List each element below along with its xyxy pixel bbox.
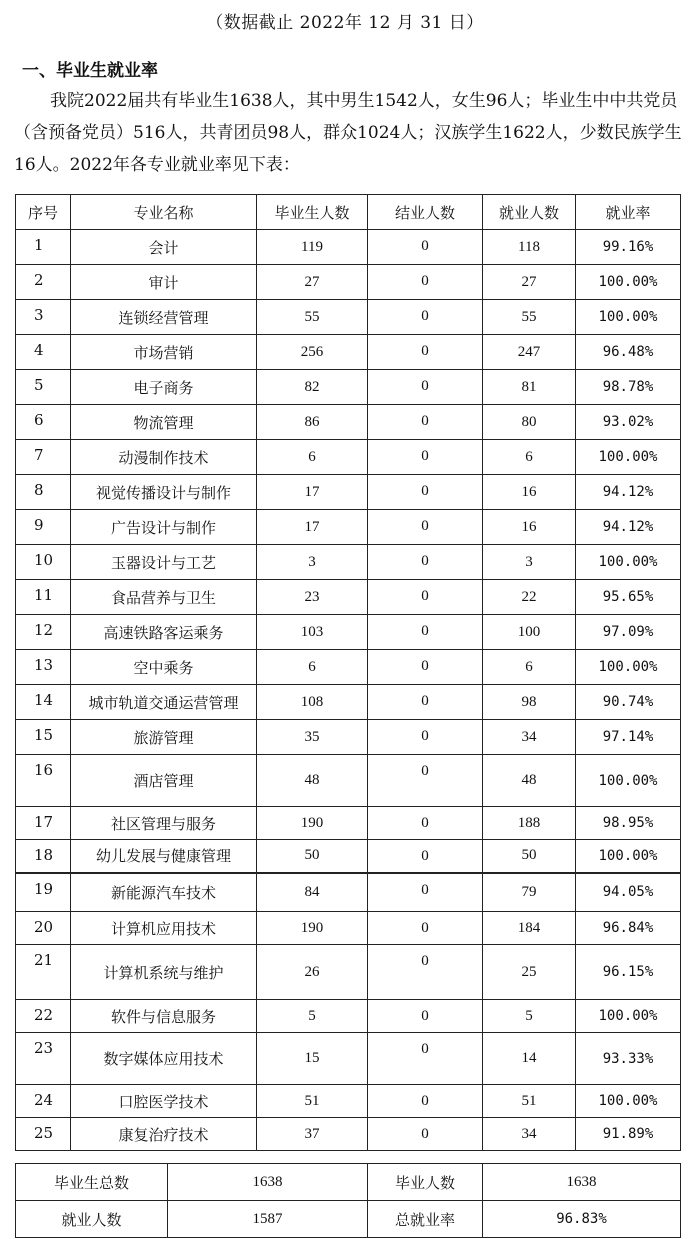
- header-index: 序号: [16, 195, 71, 230]
- graduate-count: 3: [257, 545, 368, 580]
- header-graduates: 毕业生人数: [257, 195, 368, 230]
- completion-count: 0: [368, 475, 483, 510]
- graduation-count-label: 毕业人数: [368, 1164, 483, 1201]
- employment-rate: 100.00%: [576, 545, 681, 580]
- major-name: 新能源汽车技术: [71, 873, 257, 912]
- completion-count: 0: [368, 912, 483, 945]
- major-name: 动漫制作技术: [71, 440, 257, 475]
- major-name: 计算机应用技术: [71, 912, 257, 945]
- major-name: 视觉传播设计与制作: [71, 475, 257, 510]
- employment-rate: 100.00%: [576, 1085, 681, 1118]
- graduate-count: 84: [257, 873, 368, 912]
- completion-count: 0: [368, 440, 483, 475]
- major-name: 物流管理: [71, 405, 257, 440]
- table-row: [16, 1000, 681, 1033]
- completion-count: 0: [368, 580, 483, 615]
- employment-rate: 96.84%: [576, 912, 681, 945]
- table-row: [16, 685, 681, 720]
- row-index: 4: [16, 335, 71, 370]
- table-row: [16, 1085, 681, 1118]
- total-graduates-value: 1638: [168, 1164, 368, 1201]
- employed-count: 98: [483, 685, 576, 720]
- major-name: 食品营养与卫生: [71, 580, 257, 615]
- row-index: 6: [16, 405, 71, 440]
- completion-count: 0: [368, 1000, 483, 1033]
- completion-count: 0: [368, 615, 483, 650]
- employed-count-label: 就业人数: [16, 1201, 168, 1238]
- employment-rate: 100.00%: [576, 755, 681, 807]
- table-row: [16, 580, 681, 615]
- employed-count: 48: [483, 755, 576, 807]
- table-row: [16, 873, 681, 912]
- major-name: 计算机系统与维护: [71, 945, 257, 1000]
- employed-count: 118: [483, 230, 576, 265]
- employment-table: [15, 194, 681, 1151]
- employed-count: 81: [483, 370, 576, 405]
- graduate-count: 37: [257, 1118, 368, 1151]
- employment-rate: 94.12%: [576, 510, 681, 545]
- table-row: [16, 230, 681, 265]
- completion-count: 0: [368, 335, 483, 370]
- major-name: 市场营销: [71, 335, 257, 370]
- table-row: [16, 912, 681, 945]
- header-major: 专业名称: [71, 195, 257, 230]
- table-row: [16, 475, 681, 510]
- major-name: 空中乘务: [71, 650, 257, 685]
- employed-count: 22: [483, 580, 576, 615]
- summary-row-employment: [16, 1201, 681, 1238]
- graduate-count: 256: [257, 335, 368, 370]
- graduate-count: 35: [257, 720, 368, 755]
- row-index: 1: [16, 230, 71, 265]
- employment-rate: 97.14%: [576, 720, 681, 755]
- row-index: 25: [16, 1118, 71, 1151]
- employed-count: 16: [483, 475, 576, 510]
- employment-rate: 98.78%: [576, 370, 681, 405]
- graduate-count: 55: [257, 300, 368, 335]
- row-index: 16: [16, 755, 71, 807]
- table-row: [16, 405, 681, 440]
- employment-rate: 93.02%: [576, 405, 681, 440]
- table-row: [16, 945, 681, 1000]
- graduate-count: 6: [257, 440, 368, 475]
- employment-rate: 96.15%: [576, 945, 681, 1000]
- completion-count: 0: [368, 1085, 483, 1118]
- employed-count: 3: [483, 545, 576, 580]
- completion-count: 0: [368, 755, 483, 807]
- completion-count: 0: [368, 300, 483, 335]
- row-index: 11: [16, 580, 71, 615]
- row-index: 2: [16, 265, 71, 300]
- table-header-row: [16, 195, 681, 230]
- major-name: 酒店管理: [71, 755, 257, 807]
- completion-count: 0: [368, 405, 483, 440]
- table-row: [16, 840, 681, 873]
- employment-rate: 100.00%: [576, 1000, 681, 1033]
- table-row: [16, 807, 681, 840]
- graduate-count: 86: [257, 405, 368, 440]
- header-employed: 就业人数: [483, 195, 576, 230]
- graduate-count: 48: [257, 755, 368, 807]
- major-name: 数字媒体应用技术: [71, 1033, 257, 1085]
- major-name: 玉器设计与工艺: [71, 545, 257, 580]
- total-graduates-label: 毕业生总数: [16, 1164, 168, 1201]
- completion-count: 0: [368, 840, 483, 873]
- employment-rate: 96.48%: [576, 335, 681, 370]
- row-index: 20: [16, 912, 71, 945]
- employed-count: 6: [483, 650, 576, 685]
- major-name: 电子商务: [71, 370, 257, 405]
- row-index: 10: [16, 545, 71, 580]
- employed-count: 34: [483, 1118, 576, 1151]
- completion-count: 0: [368, 230, 483, 265]
- employment-rate: 98.95%: [576, 807, 681, 840]
- table-row: [16, 265, 681, 300]
- row-index: 13: [16, 650, 71, 685]
- table-row: [16, 1033, 681, 1085]
- graduate-count: 82: [257, 370, 368, 405]
- completion-count: 0: [368, 650, 483, 685]
- table-row: [16, 370, 681, 405]
- employed-count: 51: [483, 1085, 576, 1118]
- row-index: 19: [16, 873, 71, 912]
- major-name: 高速铁路客运乘务: [71, 615, 257, 650]
- employed-count: 6: [483, 440, 576, 475]
- completion-count: 0: [368, 720, 483, 755]
- graduation-count-value: 1638: [483, 1164, 681, 1201]
- graduate-count: 108: [257, 685, 368, 720]
- major-name: 康复治疗技术: [71, 1118, 257, 1151]
- employed-count: 100: [483, 615, 576, 650]
- table-row: [16, 510, 681, 545]
- table-row: [16, 545, 681, 580]
- completion-count: 0: [368, 685, 483, 720]
- employed-count: 27: [483, 265, 576, 300]
- graduate-count: 190: [257, 912, 368, 945]
- graduate-count: 103: [257, 615, 368, 650]
- completion-count: 0: [368, 1033, 483, 1085]
- graduate-count: 50: [257, 840, 368, 873]
- major-name: 口腔医学技术: [71, 1085, 257, 1118]
- row-index: 9: [16, 510, 71, 545]
- employment-rate: 91.89%: [576, 1118, 681, 1151]
- employment-rate: 95.65%: [576, 580, 681, 615]
- summary-table: [15, 1163, 681, 1238]
- employed-count: 34: [483, 720, 576, 755]
- table-row: [16, 1118, 681, 1151]
- graduate-count: 119: [257, 230, 368, 265]
- employment-rate: 94.12%: [576, 475, 681, 510]
- employment-rate: 94.05%: [576, 873, 681, 912]
- employment-rate: 100.00%: [576, 840, 681, 873]
- header-employment-rate: 就业率: [576, 195, 681, 230]
- section-title: 一、毕业生就业率: [22, 61, 158, 81]
- overall-rate-value: 96.83%: [483, 1201, 681, 1238]
- completion-count: 0: [368, 945, 483, 1000]
- table-row: [16, 720, 681, 755]
- row-index: 24: [16, 1085, 71, 1118]
- major-name: 会计: [71, 230, 257, 265]
- row-index: 14: [16, 685, 71, 720]
- graduate-count: 17: [257, 475, 368, 510]
- employed-count: 184: [483, 912, 576, 945]
- employment-rate: 100.00%: [576, 440, 681, 475]
- major-name: 旅游管理: [71, 720, 257, 755]
- graduate-count: 5: [257, 1000, 368, 1033]
- table-row: [16, 440, 681, 475]
- row-index: 23: [16, 1033, 71, 1085]
- completion-count: 0: [368, 807, 483, 840]
- overall-rate-label: 总就业率: [368, 1201, 483, 1238]
- row-index: 17: [16, 807, 71, 840]
- major-name: 广告设计与制作: [71, 510, 257, 545]
- intro-paragraph: 我院2022届共有毕业生1638人，其中男生1542人，女生96人；毕业生中中共党员（含预备党员）516人，共青团员98人，群众1024人；汉族学生1622人，少数民族学生16人。2022年各专业就业率见下表：: [14, 91, 682, 175]
- major-name: 审计: [71, 265, 257, 300]
- employment-rate: 99.16%: [576, 230, 681, 265]
- employed-count: 25: [483, 945, 576, 1000]
- employed-count: 55: [483, 300, 576, 335]
- row-index: 22: [16, 1000, 71, 1033]
- completion-count: 0: [368, 1118, 483, 1151]
- table-row: [16, 615, 681, 650]
- employment-rate: 100.00%: [576, 300, 681, 335]
- major-name: 城市轨道交通运营管理: [71, 685, 257, 720]
- completion-count: 0: [368, 545, 483, 580]
- employed-count: 14: [483, 1033, 576, 1085]
- graduate-count: 27: [257, 265, 368, 300]
- graduate-count: 26: [257, 945, 368, 1000]
- major-name: 幼儿发展与健康管理: [71, 840, 257, 873]
- table-row: [16, 650, 681, 685]
- row-index: 12: [16, 615, 71, 650]
- completion-count: 0: [368, 873, 483, 912]
- employment-rate: 100.00%: [576, 650, 681, 685]
- row-index: 3: [16, 300, 71, 335]
- major-name: 软件与信息服务: [71, 1000, 257, 1033]
- employment-rate: 97.09%: [576, 615, 681, 650]
- major-name: 连锁经营管理: [71, 300, 257, 335]
- table-row: [16, 755, 681, 807]
- row-index: 5: [16, 370, 71, 405]
- header-completion: 结业人数: [368, 195, 483, 230]
- row-index: 18: [16, 840, 71, 873]
- employed-count: 50: [483, 840, 576, 873]
- employed-count: 79: [483, 873, 576, 912]
- completion-count: 0: [368, 265, 483, 300]
- graduate-count: 190: [257, 807, 368, 840]
- row-index: 7: [16, 440, 71, 475]
- summary-row-totals: [16, 1164, 681, 1201]
- table-row: [16, 335, 681, 370]
- row-index: 21: [16, 945, 71, 1000]
- employment-rate: 90.74%: [576, 685, 681, 720]
- employed-count: 5: [483, 1000, 576, 1033]
- employment-rate: 100.00%: [576, 265, 681, 300]
- major-name: 社区管理与服务: [71, 807, 257, 840]
- employment-rate: 93.33%: [576, 1033, 681, 1085]
- row-index: 8: [16, 475, 71, 510]
- table-row: [16, 300, 681, 335]
- graduate-count: 23: [257, 580, 368, 615]
- completion-count: 0: [368, 510, 483, 545]
- employed-count: 247: [483, 335, 576, 370]
- completion-count: 0: [368, 370, 483, 405]
- graduate-count: 15: [257, 1033, 368, 1085]
- graduate-count: 51: [257, 1085, 368, 1118]
- employed-count: 188: [483, 807, 576, 840]
- employed-count: 16: [483, 510, 576, 545]
- data-cutoff-note: （数据截止 2022年 12 月 31 日）: [206, 13, 484, 33]
- employed-count-value: 1587: [168, 1201, 368, 1238]
- employed-count: 80: [483, 405, 576, 440]
- graduate-count: 17: [257, 510, 368, 545]
- graduate-count: 6: [257, 650, 368, 685]
- row-index: 15: [16, 720, 71, 755]
